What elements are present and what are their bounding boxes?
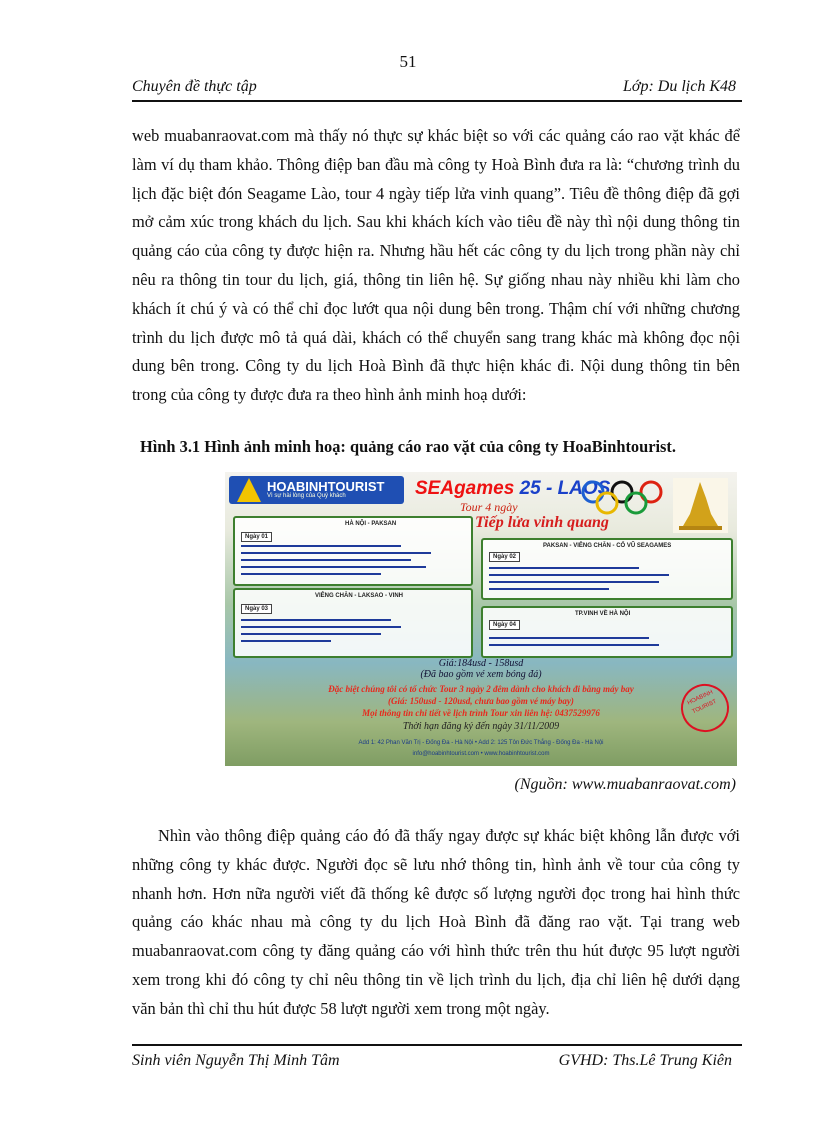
page-number: 51	[399, 52, 417, 71]
day-route: VIÊNG CHĂN - LAKSAO - VINH	[315, 593, 404, 599]
paragraph-2: Nhìn vào thông điệp quảng cáo đó đã thấy ngay được sự khác biệt không lẫn được với những công ty khác được. Người đọc sẽ lưu nhớ thông tin, hình ảnh về tour của công ty nhanh hơn. Hơn nữa người viết đã thống kê được số lượng người đọc trong hai hình thức quảng cáo khác nhau mà công ty du lịch Hoà Bình đã đăng rao vặt. Tại trang web muabanraovat.com công ty đăng quảng cáo với hình thức trên thu hút được 95 lượt người xem trong khi đó công ty chỉ nêu thông tin về lịch trình du lịch, địa chỉ liên hệ dưới dạng văn bản thì chỉ thu hút được 58 lượt người xem trong một ngày.	[132, 826, 740, 1018]
title-laos: 25 - LAOS	[519, 478, 611, 499]
poster-tour: Tour 4 ngày	[460, 500, 518, 514]
logo-subtext: Vì sự hài lòng của Quý khách	[267, 493, 346, 499]
day-label: Ngày 02	[489, 552, 520, 562]
day-label: Ngày 03	[241, 604, 272, 614]
advertisement-image	[225, 472, 737, 766]
day-itinerary-text	[489, 566, 679, 596]
poster-logo	[229, 476, 404, 504]
footer-right: GVHD: Ths.Lê Trung Kiên	[558, 1052, 732, 1069]
header-right: Lớp: Du lịch K48	[623, 78, 736, 95]
title-seagames: SEAgames	[415, 478, 515, 499]
poster-slogan: Tiếp lửa vinh quang	[475, 514, 609, 531]
paragraph-1: web muabanraovat.com mà thấy nó thực sự khác biệt so với các quảng cáo rao vặt khác để làm ví dụ tham khảo. Thông điệp ban đầu mà công ty Hoà Bình đưa ra là: “chương trình du lịch đặc biệt đón Seagame Lào, tour 4 ngày tiếp lửa vinh quang”. Tiêu đề thông điệp đã gợi mở cảm xúc trong khách du lịch. Sau khi khách kích vào tiêu đề này thì nội dung thông tin quảng cáo của công ty được hiện ra. Nhưng hầu hết các công ty du lịch trong phần này chỉ nêu ra thông tin tour du lịch, giá, thông tin liên hệ. Sự giống nhau này nhiều khi làm cho khách ít chú ý và có thể chỉ đọc lướt qua nội dung bên trong. Thậm chí với những chương trình du lịch được mô tả quá dài, khách có thể chuyển sang trang khác mà không đọc nội dung bên trong. Công ty du lịch Hoà Bình đã thực hiện khác đi. Nội dung thông tin bên trong của công ty được đưa ra theo hình ảnh minh hoạ dưới:	[132, 126, 740, 405]
day-box	[481, 606, 733, 658]
figure-caption: Hình 3.1 Hình ảnh minh hoạ: quảng cáo rao vặt của công ty HoaBinhtourist.	[140, 437, 676, 456]
poster-contact: info@hoabinhtourist.com • www.hoabinhtourist.com	[412, 751, 550, 757]
page-header	[132, 78, 742, 102]
day-label: Ngày 04	[489, 620, 520, 630]
day-route: HÀ NỘI - PAKSAN	[345, 521, 397, 527]
header-left: Chuyên đề thực tập	[132, 78, 257, 95]
promo-line-3: Mọi thông tin chi tiết về lịch trình Tour xin liên hệ: 0437529976	[362, 708, 600, 718]
stupa-emblem-icon	[673, 478, 728, 533]
footer-left: Sinh viên Nguyễn Thị Minh Tâm	[132, 1052, 340, 1069]
day-box	[233, 516, 473, 586]
day-box	[481, 538, 733, 600]
page-footer	[132, 1044, 742, 1078]
day-route: TP.VINH VỀ HÀ NỘI	[575, 611, 631, 617]
logo-triangle-icon	[237, 478, 261, 502]
olympic-rings-icon	[577, 478, 667, 518]
price-line: Giá:184usd - 158usd	[438, 658, 524, 669]
deadline-line: Thời hạn đăng ký đến ngày 31/11/2009	[402, 721, 560, 732]
day-box	[233, 588, 473, 658]
day-label: Ngày 01	[241, 532, 272, 542]
day-route: PAKSAN - VIÊNG CHĂN - CỔ VŨ SEAGAMES	[543, 543, 672, 549]
logo-text: HOABINHTOURIST	[267, 479, 385, 494]
poster-address: Add 1: 42 Phan Văn Trị - Đống Đa - Hà Nội • Add 2: 125 Tôn Đức Thắng - Đống Đa - Hà Nội	[358, 740, 604, 746]
day-itinerary-text	[489, 636, 669, 652]
day-itinerary-text	[241, 618, 411, 648]
day-itinerary-text	[241, 544, 441, 580]
poster-stamp: HOABINH TOURIST	[673, 676, 737, 740]
promo-line-2: (Giá: 150usd - 120usd, chưa bao gồm vé máy bay)	[388, 696, 574, 706]
poster-price	[225, 658, 737, 680]
figure-source: (Nguồn: www.muabanraovat.com)	[514, 776, 736, 793]
promo-line-1: Đặc biệt chúng tôi có tổ chức Tour 3 ngày 2 đêm dành cho khách đi bằng máy bay	[328, 684, 634, 694]
price-note: (Đã bao gồm vé xem bóng đá)	[420, 669, 542, 680]
